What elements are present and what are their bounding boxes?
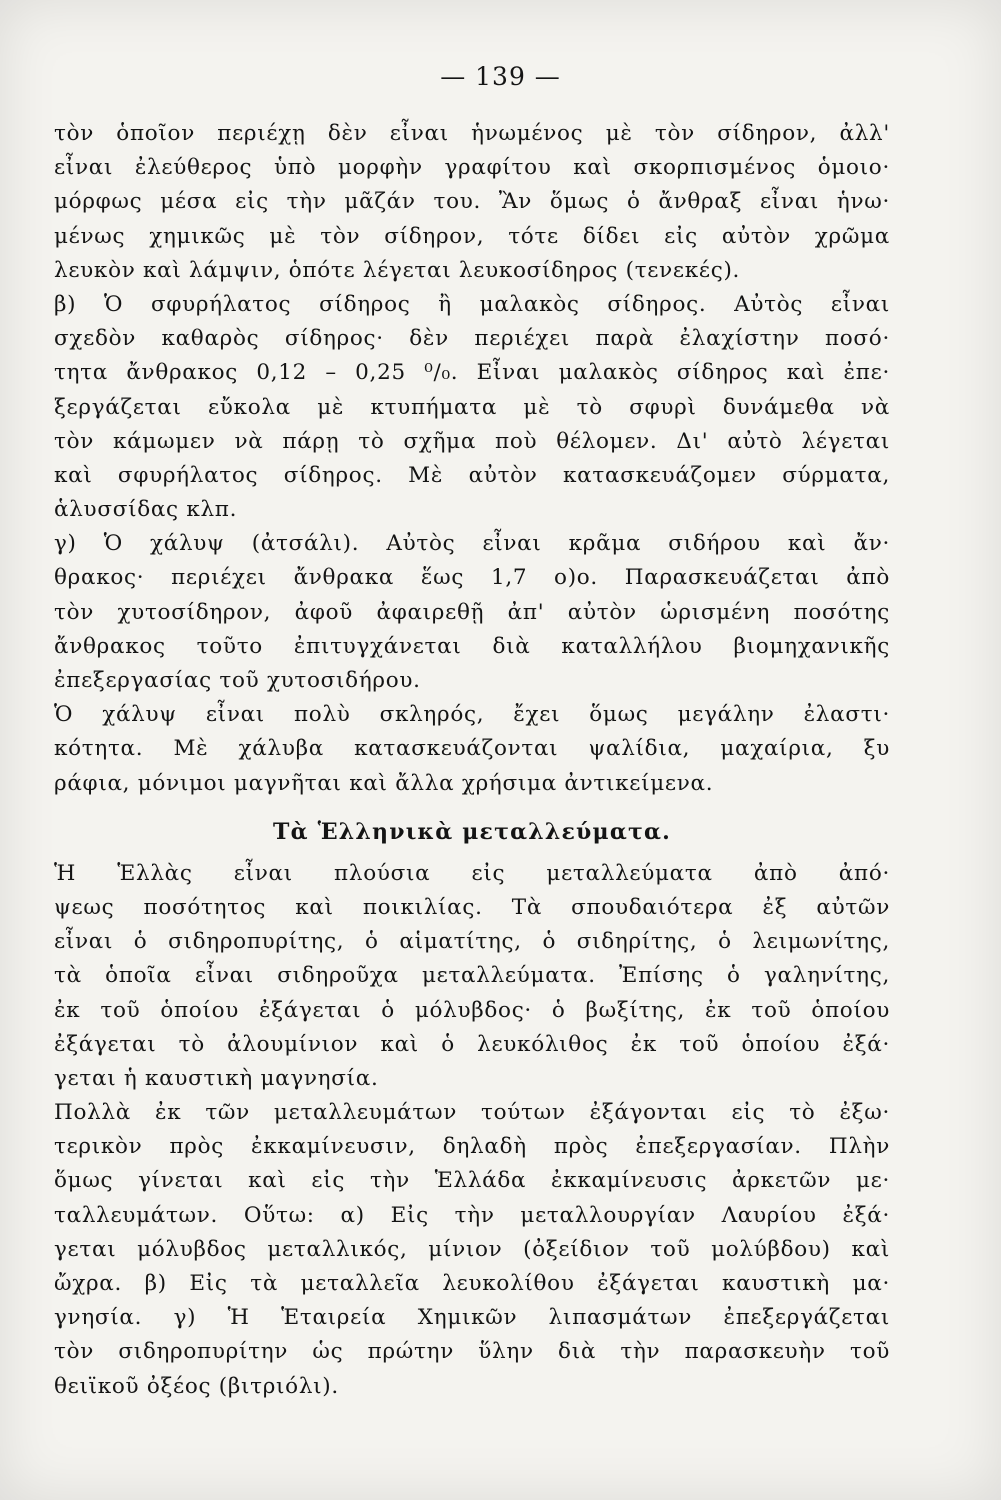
- text-line: γ) Ὁ χάλυψ (ἀτσάλι). Αὐτὸς εἶναι κρᾶμα σιδήρου καὶ ἄν·: [54, 531, 890, 557]
- text-line: τερικὸν πρὸς ἐκκαμίνευσιν, δηλαδὴ πρὸς ἐπεξεργασίαν. Πλὴν: [54, 1134, 890, 1160]
- text-line: τὸν σιδηροπυρίτην ὡς πρώτην ὕλην διὰ τὴν παρασκευὴν τοῦ: [54, 1339, 890, 1365]
- text-line: γνησία. γ) Ἡ Ἑταιρεία Χημικῶν λιπασμάτων ἐπεξεργάζεται: [54, 1305, 890, 1331]
- text-line: λευκὸν καὶ λάμψιν, ὁπότε λέγεται λευκοσίδηρος (τενεκές).: [54, 257, 741, 283]
- text-line: τὸν κάμωμεν νὰ πάρῃ τὸ σχῆμα ποὺ θέλομεν. Δι' αὐτὸ λέγεται: [54, 428, 890, 454]
- text-line: εἶναι ἐλεύθερος ὑπὸ μορφὴν γραφίτου καὶ σκορπισμένος ὁμοιο·: [54, 155, 890, 181]
- text-line: τὸν ὁποῖον περιέχῃ δὲν εἶναι ἡνωμένος μὲ τὸν σίδηρον, ἀλλ': [54, 121, 890, 146]
- text-line: Ὁ χάλυψ εἶναι πολὺ σκληρός, ἔχει ὅμως μεγάλην ἐλαστι·: [54, 702, 890, 728]
- text-line: ἐξάγεται τὸ ἀλουμίνιον καὶ ὁ λευκόλιθος ἐκ τοῦ ὁποίου ἐξά·: [54, 1031, 890, 1057]
- text-line: ράφια, μόνιμοι μαγνῆται καὶ ἄλλα χρήσιμα ἀντικείμενα.: [54, 770, 714, 796]
- text-line: ἐκ τοῦ ὁποίου ἐξάγεται ὁ μόλυβδος· ὁ βωξίτης, ἐκ τοῦ ὁποίου: [54, 997, 890, 1023]
- text-line: θρακος· περιέχει ἄνθρακα ἕως 1,7 ο)ο. Παρασκευάζεται ἀπὸ: [54, 565, 890, 591]
- text-line: ὅμως γίνεται καὶ εἰς τὴν Ἑλλάδα ἐκκαμίνευσις ἀρκετῶν με·: [54, 1168, 890, 1194]
- text-line: ἐπεξεργασίας τοῦ χυτοσιδήρου.: [54, 668, 421, 693]
- text-line: ὤχρα. β) Εἰς τὰ μεταλλεῖα λευκολίθου ἐξάγεται καυστικὴ μα·: [54, 1271, 890, 1296]
- text-line: ξεργάζεται εὔκολα μὲ κτυπήματα μὲ τὸ σφυρὶ δυνάμεθα νὰ: [54, 394, 890, 420]
- text-line: Ἡ Ἑλλὰς εἶναι πλούσια εἰς μεταλλεύματα ἀπὸ ἀπό·: [54, 860, 890, 886]
- text-line: ἄνθρακος τοῦτο ἐπιτυγχάνεται διὰ καταλλήλου βιομηχανικῆς: [54, 633, 890, 659]
- text-line: ταλλευμάτων. Οὕτω: α) Εἰς τὴν μεταλλουργίαν Λαυρίου ἐξά·: [54, 1202, 890, 1228]
- text-line: τὸν χυτοσίδηρον, ἀφοῦ ἀφαιρεθῇ ἀπ' αὐτὸν ὡρισμένη ποσότης: [54, 599, 890, 625]
- text-line: καὶ σφυρήλατος σίδηρος. Μὲ αὐτὸν κατασκευάζομεν σύρματα,: [54, 462, 890, 488]
- text-line: γεται μόλυβδος μεταλλικός, μίνιον (ὀξείδιον τοῦ μολύβδου) καὶ: [54, 1236, 890, 1262]
- text-line: τὰ ὁποῖα εἶναι σιδηροῦχα μεταλλεύματα. Ἐπίσης ὁ γαληνίτης,: [54, 963, 890, 989]
- text-line: εἶναι ὁ σιδηροπυρίτης, ὁ αἱματίτης, ὁ σιδηρίτης, ὁ λειμωνίτης,: [54, 929, 890, 955]
- text-line: ἁλυσσίδας κλπ.: [54, 497, 238, 523]
- text-line: β) Ὁ σφυρήλατος σίδηρος ἢ μαλακὸς σίδηρος. Αὐτὸς εἶναι: [54, 291, 890, 317]
- text-line: μόρφως μέσα εἰς τὴν μᾶζάν του. Ἂν ὅμως ὁ ἄνθραξ εἶναι ἡνω·: [54, 189, 890, 215]
- text-line: μένως χημικῶς μὲ τὸν σίδηρον, τότε δίδει εἰς αὐτὸν χρῶμα: [54, 223, 890, 249]
- text-line: κότητα. Μὲ χάλυβα κατασκευάζονται ψαλίδια, μαχαίρια, ξυ: [54, 736, 890, 762]
- text-line: τητα ἄνθρακος 0,12 – 0,25 ⁰/₀. Εἶναι μαλακὸς σίδηρος καὶ ἐπε·: [54, 360, 890, 386]
- page-body: [54, 117, 890, 1404]
- text-line: θειϊκοῦ ὀξέος (βιτριόλι).: [54, 1373, 339, 1399]
- text-line: γεται ἡ καυστικὴ μαγνησία.: [54, 1065, 379, 1091]
- text-line: ψεως ποσότητος καὶ ποικιλίας. Τὰ σπουδαιότερα ἐξ αὐτῶν: [54, 894, 890, 920]
- text-line: Πολλὰ ἐκ τῶν μεταλλευμάτων τούτων ἐξάγονται εἰς τὸ ἐξω·: [54, 1100, 890, 1126]
- section-heading: Τὰ Ἑλληνικὰ μεταλλεύματα.: [273, 818, 671, 845]
- text-line: σχεδὸν καθαρὸς σίδηρος· δὲν περιέχει παρὰ ἐλαχίστην ποσό·: [54, 326, 890, 352]
- page-number: — 139 —: [440, 62, 561, 91]
